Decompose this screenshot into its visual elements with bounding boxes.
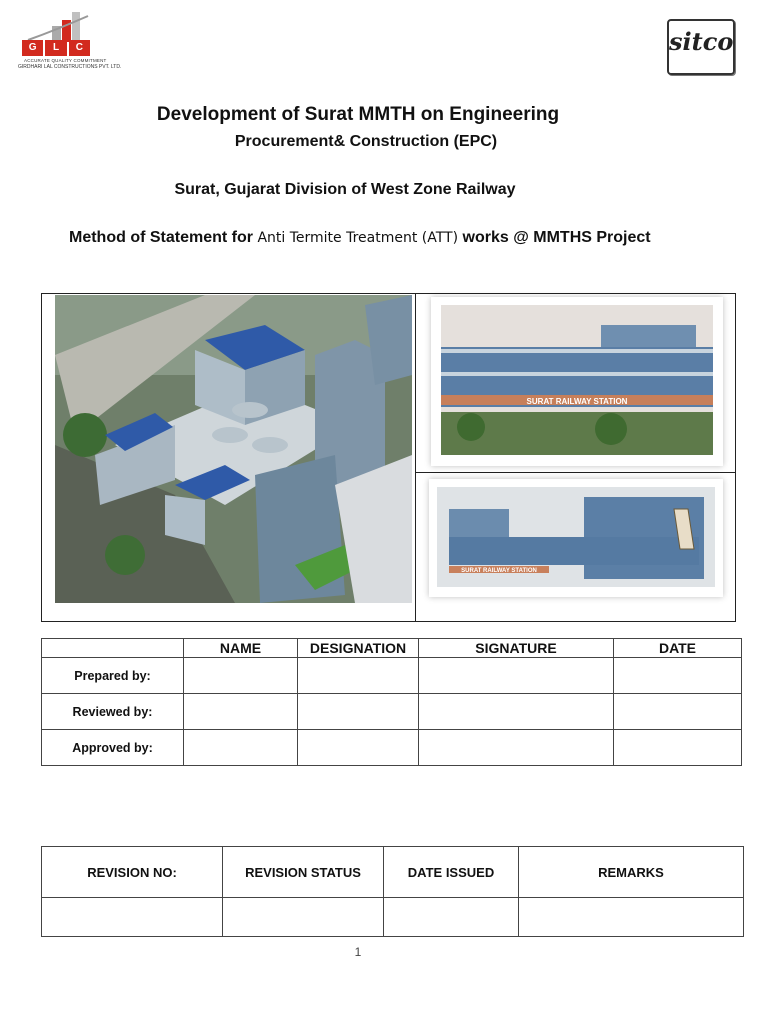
glc-letter-l: L — [45, 40, 66, 56]
reviewed-signature-cell[interactable] — [419, 694, 614, 730]
signoff-header-designation: DESIGNATION — [298, 639, 419, 658]
signoff-header-name: NAME — [184, 639, 298, 658]
station-sign-bottom: SURAT RAILWAY STATION — [461, 568, 537, 574]
station-sign-top: SURAT RAILWAY STATION — [526, 397, 628, 406]
approved-by-label: Approved by: — [42, 730, 184, 766]
prepared-signature-cell[interactable] — [419, 658, 614, 694]
date-issued-header: DATE ISSUED — [384, 847, 519, 898]
prepared-name-cell[interactable] — [184, 658, 298, 694]
reviewed-by-label: Reviewed by: — [42, 694, 184, 730]
glc-letters — [22, 40, 92, 56]
prepared-by-label: Prepared by: — [42, 658, 184, 694]
station-front-rendering — [431, 297, 723, 466]
revision-table — [41, 846, 744, 937]
document-title: Development of Surat MMTH on Engineering — [156, 104, 560, 125]
prepared-designation-cell[interactable] — [298, 658, 419, 694]
revision-status-header: REVISION STATUS — [223, 847, 384, 898]
image-divider-horizontal — [415, 472, 736, 473]
prepared-date-cell[interactable] — [614, 658, 742, 694]
division-title: Surat, Gujarat Division of West Zone Railway — [174, 181, 516, 198]
sitco-logo-text: sitco — [669, 27, 734, 56]
method-statement-prefix: Method of Statement for — [69, 229, 253, 246]
table-row — [42, 658, 742, 694]
approved-name-cell[interactable] — [184, 730, 298, 766]
glc-tagline: ACCURATE QUALITY COMMITMENT — [24, 58, 107, 63]
image-divider-vertical — [415, 293, 416, 622]
station-side-rendering — [429, 479, 723, 597]
sitco-logo — [667, 19, 735, 75]
reviewed-designation-cell[interactable] — [298, 694, 419, 730]
table-row — [42, 898, 744, 937]
document-subtitle: Procurement& Construction (EPC) — [234, 133, 498, 150]
remarks-header: REMARKS — [519, 847, 744, 898]
reviewed-name-cell[interactable] — [184, 694, 298, 730]
page-number: 1 — [354, 945, 362, 959]
revision-header-row — [42, 847, 744, 898]
table-row — [42, 694, 742, 730]
signoff-header-row — [42, 639, 742, 658]
att-label: Anti Termite Treatment (ATT) — [257, 230, 459, 246]
signoff-table — [41, 638, 742, 766]
glc-letter-g: G — [22, 40, 43, 56]
revision-no-cell[interactable] — [42, 898, 223, 937]
date-issued-cell[interactable] — [384, 898, 519, 937]
glc-company-name: GIRDHARI LAL CONSTRUCTIONS PVT. LTD. — [18, 64, 122, 70]
signoff-header-blank — [42, 639, 184, 658]
revision-status-cell[interactable] — [223, 898, 384, 937]
method-statement-suffix: works @ MMTHS Project — [462, 229, 651, 246]
signoff-header-signature: SIGNATURE — [419, 639, 614, 658]
signoff-header-date: DATE — [614, 639, 742, 658]
aerial-station-rendering — [55, 295, 412, 603]
remarks-cell[interactable] — [519, 898, 744, 937]
glc-letter-c: C — [69, 40, 90, 56]
reviewed-date-cell[interactable] — [614, 694, 742, 730]
revision-no-header: REVISION NO: — [42, 847, 223, 898]
approved-date-cell[interactable] — [614, 730, 742, 766]
method-statement-title — [69, 229, 651, 247]
glc-logo — [18, 12, 122, 74]
approved-designation-cell[interactable] — [298, 730, 419, 766]
approved-signature-cell[interactable] — [419, 730, 614, 766]
table-row — [42, 730, 742, 766]
